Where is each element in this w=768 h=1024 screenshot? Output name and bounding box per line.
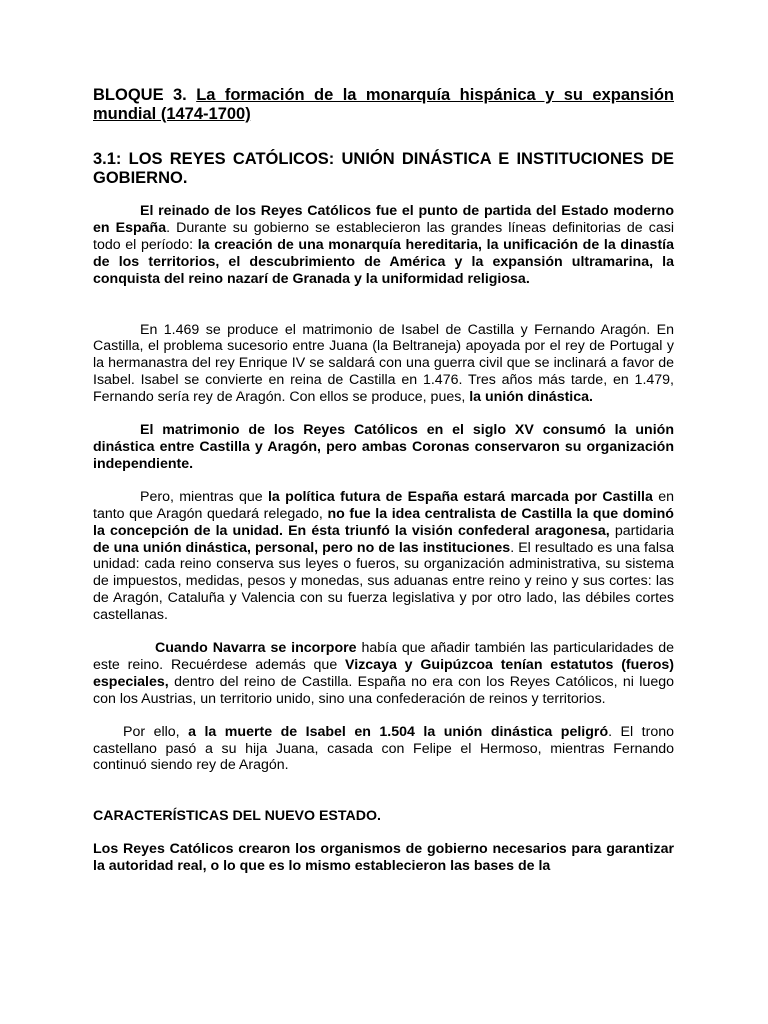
text: partidaria [609,522,675,539]
text: . El resultado es una falsa unidad: cada reino conserva sus leyes o fueros, su organización administrativa, su sistema de impuestos, medidas, pesos y monedas, sus aduanas entre reino y reino y sus cortes: las de Aragón, Cataluña y Valencia con su fuerza legislativa y por otro lado, las débiles cortes castellanas. [93,539,674,624]
bloque-title: La formación de la monarquía hispánica y su expansión mundial (1474-1700) [93,86,674,123]
text: . El trono castellano pasó a su hija Juana, casada con Felipe el Hermoso, mientras Fernando continuó siendo rey de Aragón. [93,723,674,774]
text: En 1.469 se produce el matrimonio de Isabel de Castilla y Fernando Aragón. En Castilla, el problema sucesorio entre Juana (la Beltraneja) apoyada por el rey de Portugal y la hermanastra del rey Enrique IV se saldará con una guerra civil que se inclinará a favor de Isabel. Isabel se convierte en reina de Castilla en 1.476. Tres años más tarde, en 1.479, Fernando sería rey de Aragón. Con ellos se produce, pues, [93,321,674,406]
paragraph-intro [93,203,674,288]
text: dentro del reino de Castilla. España no era con los Reyes Católicos, ni luego con los Austrias, un territorio unido, sino una confederación de reinos y territorios. [93,673,674,707]
text: en tanto que Aragón quedará relegado, [93,488,674,522]
section-title-caracteristicas: CARACTERÍSTICAS DEL NUEVO ESTADO. [93,808,381,825]
bold-text: no fue la idea centralista de Castilla la que dominó la concepción de la unidad. En ésta triunfó la visión confederal aragonesa, [93,505,674,539]
bold-text: la creación de una monarquía hereditaria, la unificación de la dinastía de los territorios, el descubrimiento de América y la expansión ultramarina, la conquista del reino nazarí de Granada y la uniformidad religiosa. [93,236,674,287]
bold-text: El reinado de los Reyes Católicos fue el punto de partida del Estado moderno en España [93,203,674,236]
bold-text: El matrimonio de los Reyes Católicos en el siglo XV consumó la unión dinástica entre Castilla y Aragón, pero ambas Coronas conservaron su organización independiente. [93,422,674,472]
bloque-label: BLOQUE 3. [93,86,187,104]
paragraph-politica [93,489,674,624]
section-heading: 3.1: LOS REYES CATÓLICOS: UNIÓN DINÁSTICA E INSTITUCIONES DE GOBIERNO. [93,150,674,187]
bloque-heading [93,86,674,124]
text: había que añadir también las particularidades de este reino. Recuérdese además que [93,640,674,673]
paragraph-organismos [93,841,674,875]
paragraph-navarra [93,640,674,708]
bold-text: a la muerte de Isabel en 1.504 la unión dinástica peligró [188,723,609,740]
bold-text: de una unión dinástica, personal, pero no de las instituciones [93,539,511,556]
bold-text: Cuando Navarra se incorpore [155,640,357,657]
paragraph-matrimonio [93,322,674,407]
bold-text: Los Reyes Católicos crearon los organismos de gobierno necesarios para garantizar la autoridad real, o lo que es lo mismo establecieron las bases de la [93,841,674,875]
text: Por ello, [123,723,189,740]
bold-text: Vizcaya y Guipúzcoa tenían estatutos (fueros) especiales, [93,656,674,690]
text: . Durante su gobierno se establecieron las grandes líneas definitorias de casi todo el período: [93,219,674,253]
text: Pero, mientras que [140,488,268,505]
paragraph-muerte-isabel [93,724,674,775]
bold-text: la política futura de España estará marcada por Castilla [267,488,653,505]
bold-text: la unión dinástica. [469,389,593,406]
document-page [93,86,674,875]
paragraph-union-dinastica [93,422,674,473]
